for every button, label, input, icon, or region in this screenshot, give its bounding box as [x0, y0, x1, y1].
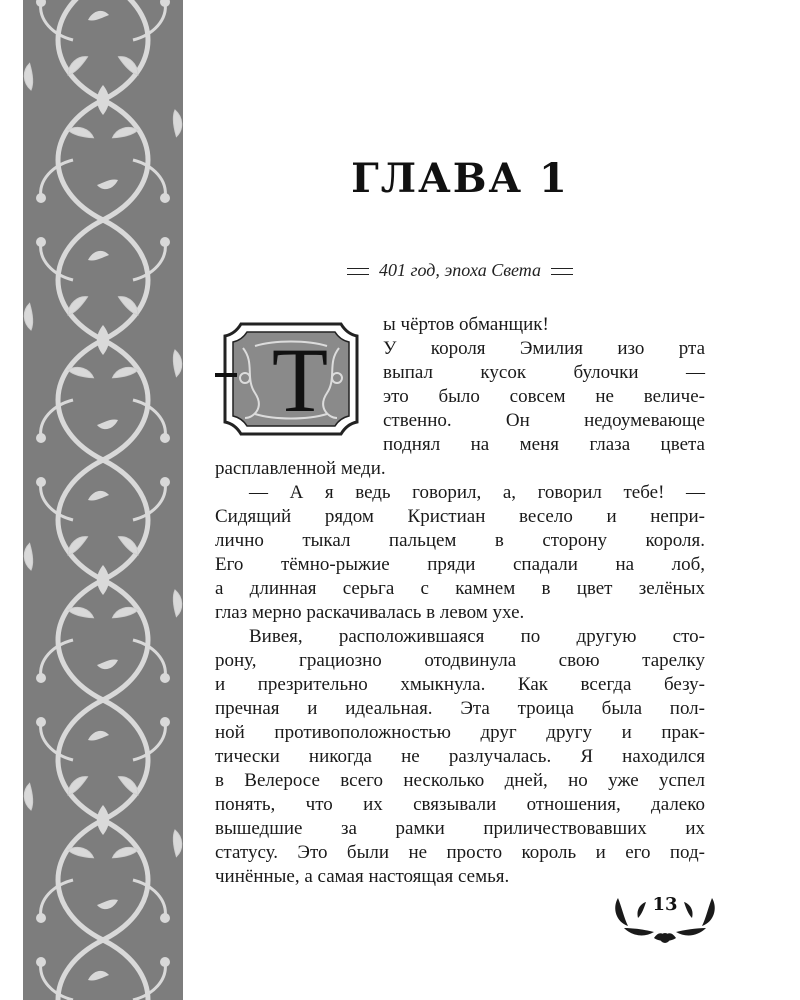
chapter-epigraph — [215, 260, 705, 281]
text-line: выпал кусок булочки — — [383, 362, 705, 383]
text-line: это было совсем не величе- — [383, 386, 705, 407]
epigraph-text: 401 год, эпоха Света — [378, 260, 541, 280]
floral-ornament-border — [23, 0, 183, 1000]
book-page — [215, 0, 705, 1000]
text-line: глаз мерно раскачивалась в левом ухе. — [215, 602, 525, 623]
text-line: понять, что их связывали отношения, далеко — [215, 794, 705, 815]
text-line: поднял на меня глаза цвета — [383, 434, 705, 455]
text-line: расплавленной меди. — [215, 458, 386, 479]
text-line: лично тыкал пальцем в сторону короля. — [215, 530, 705, 551]
text-line: Его тёмно-рыжие пряди спадали на лоб, — [215, 554, 705, 575]
double-rule-right-icon — [551, 268, 573, 275]
text-line: чинённые, а самая настоящая семья. — [215, 866, 510, 887]
text-line: ственно. Он недоумевающе — [383, 410, 705, 431]
first-paragraph-lines — [383, 313, 705, 457]
text-line: и презрительно хмыкнула. Как всегда безу- — [215, 674, 705, 695]
text-line: У короля Эмилия изо рта — [383, 338, 705, 359]
page-margin — [0, 0, 23, 1000]
text-line: а длинная серьга с камнем в цвет зелёных — [215, 578, 705, 599]
text-line: пречная и идеальная. Эта троица была пол- — [215, 698, 705, 719]
text-line: статусу. Это были не просто король и его под- — [215, 842, 705, 863]
text-line: Вивея, расположившаяся по другую сто- — [249, 626, 705, 647]
chapter-title: ГЛАВА 1 — [351, 155, 569, 202]
text-line: — А я ведь говорил, а, говорил тебе! — — [249, 482, 705, 503]
text-line: ы чёртов обманщик! — [383, 314, 549, 335]
double-rule-left-icon — [347, 268, 369, 275]
text-line: вышедшие за рамки приличествовавших их — [215, 818, 705, 839]
text-line: рону, грациозно отодвинула свою тарелку — [215, 650, 705, 671]
floral-vine-icon — [23, 0, 183, 1000]
text-line: тически никогда не разлучалась. Я находился — [215, 746, 705, 767]
page-footer — [610, 888, 720, 948]
text-line: ной противоположностью друг другу и прак- — [215, 722, 705, 743]
page-number: 13 — [652, 894, 678, 915]
dropcap-dash — [215, 373, 237, 377]
main-text — [215, 457, 705, 889]
text-line: Сидящий рядом Кристиан весело и непри- — [215, 506, 705, 527]
dropcap-letter: Т — [271, 329, 329, 431]
text-line: в Велеросе всего несколько дней, но уже успел — [215, 770, 705, 791]
